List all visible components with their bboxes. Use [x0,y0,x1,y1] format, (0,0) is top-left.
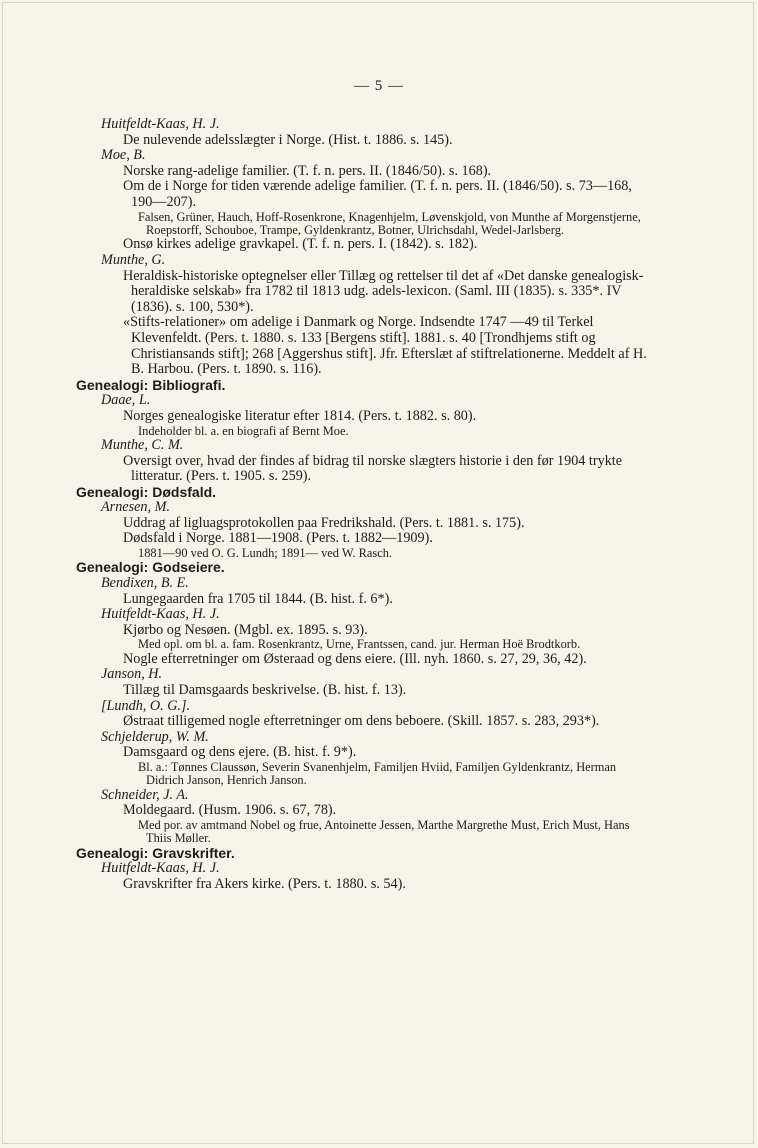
entry-note: Med opl. om bl. a. fam. Rosenkrantz, Urne, Frantssen, cand. jur. Herman Hoë Brodtkorb. [138,637,581,652]
reference-entry: Damsgaard og dens ejere. (B. hist. f. 9*). [123,744,357,761]
author-name: Huitfeldt-Kaas, H. J. [101,606,220,623]
author-name: Munthe, G. [101,251,166,268]
entry-note: Falsen, Grüner, Hauch, Hoff-Rosenkrone, Knagenhjelm, Løvenskjold, von Munthe af Morgenstjerne, Roepstorff, Schouboe, Trampe, Gyldenkrantz, Botner, Ulrichsdahl, Wedel-Jarlsberg. [138,209,641,237]
reference-entry: Tillæg til Damsgaards beskrivelse. (B. hist. f. 13). [123,682,407,699]
reference-entry: «Stifts-relationer» om adelige i Danmark og Norge. Indsendte 1747 —49 til Terkel Klevenfeldt. (Pers. t. 1880. s. 133 [Bergens stift]. 1881. s. 40 [Trondhjems stift og Christiansands stift]; 268 [Aggershus stift]. Jfr. Efterslæt af stiftrelationerne. Meddelt af H. B. Harbou. (Pers. t. 1890. s. 116). [123,314,647,378]
reference-entry: Lungegaarden fra 1705 til 1844. (B. hist. f. 6*). [123,590,393,607]
section-heading-subject: Dødsfald. [148,483,217,500]
section-heading [76,378,656,394]
section-heading-label: Genealogi: [76,844,149,861]
author-name: Schjelderup, W. M. [101,728,209,745]
bibliography-content [76,117,656,893]
entry-note: Bl. a.: Tønnes Claussøn, Severin Svanenhjelm, Familjen Hviid, Familjen Gyldenkrantz, Herman Didrich Janson, Henrich Janson. [138,760,617,788]
page-number: — 5 — [354,78,404,94]
section-heading-label: Genealogi: [76,559,149,576]
section-heading [76,560,656,576]
section-heading-label: Genealogi: [76,483,149,500]
author-name: Janson, H. [101,666,163,683]
section-heading-subject: Gravskrifter. [148,844,235,861]
author-name: Munthe, C. M. [101,436,184,453]
author-name: Huitfeldt-Kaas, H. J. [101,860,220,877]
author-name: Moe, B. [101,147,146,164]
section-heading-subject: Bibliografi. [148,376,226,393]
author-name: Huitfeldt-Kaas, H. J. [101,116,220,132]
reference-entry: Uddrag af ligluagsprotokollen paa Fredrikshald. (Pers. t. 1881. s. 175). [123,514,525,531]
section-heading [76,485,656,501]
author-name: Arnesen, M. [101,499,170,516]
reference-entry: Norges genealogiske literatur efter 1814. (Pers. t. 1882. s. 80). [123,407,477,424]
reference-entry: Om de i Norge for tiden værende adelige familier. (T. f. n. pers. II. (1846/50). s. 73—168, 190—207). [123,178,632,210]
section-heading-label: Genealogi: [76,376,149,393]
reference-entry: Kjørbo og Nesøen. (Mgbl. ex. 1895. s. 93). [123,621,368,638]
entry-note: 1881—90 ved O. G. Lundh; 1891— ved W. Rasch. [138,546,392,561]
section-heading-subject: Godseiere. [148,559,225,576]
reference-entry: Nogle efterretninger om Østeraad og dens eiere. (Ill. nyh. 1860. s. 27, 29, 36, 42). [123,650,587,667]
author-name: [Lundh, O. G.]. [101,697,191,714]
reference-entry: De nulevende adelsslægter i Norge. (Hist. t. 1886. s. 145). [123,131,453,148]
author-name: Schneider, J. A. [101,786,189,803]
reference-entry: Østraat tilligemed nogle efterretninger om dens beboere. (Skill. 1857. s. 283, 293*). [123,713,600,730]
reference-entry: Norske rang-adelige familier. (T. f. n. pers. II. (1846/50). s. 168). [123,162,492,179]
reference-entry: Dødsfald i Norge. 1881—1908. (Pers. t. 1882—1909). [123,530,433,547]
entry-note: Indeholder bl. a. en biografi af Bernt Moe. [138,423,349,438]
reference-entry: Gravskrifter fra Akers kirke. (Pers. t. 1880. s. 54). [123,876,406,892]
reference-entry: Moldegaard. (Husm. 1906. s. 67, 78). [123,802,337,819]
reference-entry: Oversigt over, hvad der findes af bidrag til norske slægters historie i den før 1904 trykte litteratur. (Pers. t. 1905. s. 259). [123,452,623,485]
author-name: Bendixen, B. E. [101,575,189,592]
entry-note: Med por. av amtmand Nobel og frue, Antoinette Jessen, Marthe Margrethe Must, Erich Must, Hans Thiis Møller. [138,818,630,846]
author-name: Daae, L. [101,392,151,409]
reference-entry: Onsø kirkes adelige gravkapel. (T. f. n. pers. I. (1842). s. 182). [123,236,478,253]
reference-entry: Heraldisk-historiske optegnelser eller Tillæg og rettelser til det af «Det danske genealogisk-heraldiske selskab» fra 1782 til 1813 udg. adels-lexicon. (Saml. III (1835). s. 335*. IV (1836). s. 100, 530*). [123,267,644,315]
section-heading [76,846,656,862]
